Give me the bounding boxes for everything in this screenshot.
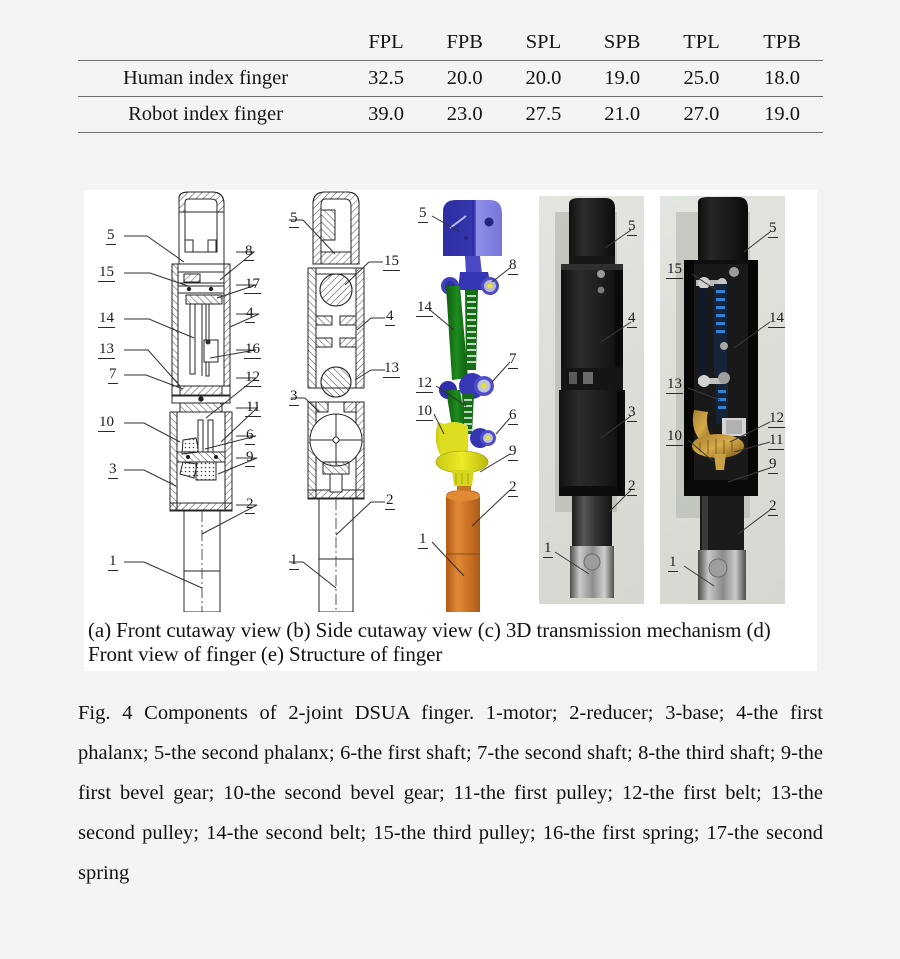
cell-human-spl: 20.0 [504,61,582,97]
callout-a-8: 8 [245,243,253,259]
callout-e-15: 15 [667,261,682,277]
callout-b-13: 13 [384,360,399,376]
cell-human-fpl: 32.5 [347,61,425,97]
callout-a-3: 3 [109,461,117,477]
panel-e-leaders [652,190,793,612]
measurements-table [78,28,823,133]
panel-d-front-view-of-finger [531,190,652,612]
callout-c-8: 8 [509,257,517,273]
table-body [78,61,823,133]
panel-c-3d-transmission-mechanism [410,190,531,612]
callout-b-5: 5 [290,210,298,226]
figure-panels [84,190,817,612]
cell-human-fpb: 20.0 [425,61,504,97]
figure-subcaption: (a) Front cutaway view (b) Side cutaway view (c) 3D transmission mechanism (d) Front view of finger (e) Structure of finger [84,612,817,671]
callout-e-10: 10 [667,428,682,444]
column-header-fpb: FPB [446,31,483,53]
callout-a-4: 4 [246,305,254,321]
callout-c-12: 12 [417,375,432,391]
callout-c-6: 6 [509,407,517,423]
cell-robot-spl: 27.5 [504,97,582,133]
callout-a-7: 7 [109,366,117,382]
callout-a-6: 6 [246,427,254,443]
callout-c-2: 2 [509,479,517,495]
callout-b-1: 1 [290,552,298,568]
column-header-blank [78,28,347,61]
cell-robot-spb: 21.0 [582,97,661,133]
table-header-row [78,28,823,61]
callout-b-3: 3 [290,388,298,404]
figure-caption [78,694,823,894]
callout-d-5: 5 [628,218,636,234]
callout-e-2: 2 [769,498,777,514]
measurements-table-container [78,28,823,133]
callout-d-1: 1 [544,540,552,556]
callout-e-13: 13 [667,376,682,392]
callout-c-5: 5 [419,205,427,221]
callout-e-12: 12 [769,410,784,426]
row-label-robot: Robot index finger [78,97,347,133]
cell-robot-fpb: 23.0 [425,97,504,133]
cell-robot-fpl: 39.0 [347,97,425,133]
callout-e-9: 9 [769,456,777,472]
column-header-spl: SPL [525,31,562,53]
callout-a-12: 12 [245,369,260,385]
callout-a-5: 5 [107,227,115,243]
column-header-tpl: TPL [683,31,720,53]
callout-c-9: 9 [509,443,517,459]
callout-e-14: 14 [769,310,784,326]
callout-d-2: 2 [628,478,636,494]
cell-robot-tpb: 19.0 [741,97,823,133]
callout-c-14: 14 [417,299,432,315]
row-label-human: Human index finger [78,61,347,97]
callout-d-3: 3 [628,404,636,420]
callout-b-15: 15 [384,253,399,269]
column-header-spb: SPB [603,31,641,53]
table-header [78,28,823,61]
callout-a-17: 17 [245,276,260,292]
panel-b-side-cutaway-view [275,190,410,612]
cell-human-spb: 19.0 [582,61,661,97]
callout-a-10: 10 [99,414,114,430]
transmission-3d-render [410,190,531,612]
callout-a-16: 16 [245,341,260,357]
callout-a-1: 1 [109,553,117,569]
panel-e-structure-of-finger [652,190,793,612]
cell-human-tpb: 18.0 [741,61,823,97]
table-row [78,61,823,97]
callout-e-11: 11 [769,432,784,448]
column-header-fpl: FPL [368,31,404,53]
panel-a-front-cutaway-view [84,190,275,612]
table-row [78,97,823,133]
callout-b-4: 4 [386,308,394,324]
callout-c-10: 10 [417,403,432,419]
cell-human-tpl: 25.0 [662,61,741,97]
column-header-tpb: TPB [763,31,801,53]
callout-a-2: 2 [246,496,254,512]
callout-d-4: 4 [628,310,636,326]
figure-4 [84,190,817,671]
callout-a-9: 9 [246,449,254,465]
callout-a-14: 14 [99,310,114,326]
callout-c-1: 1 [419,531,427,547]
callout-a-15: 15 [99,264,114,280]
callout-e-1: 1 [669,554,677,570]
callout-b-2: 2 [386,492,394,508]
callout-a-13: 13 [99,341,114,357]
figure-caption-text: Fig. 4 Components of 2-joint DSUA finger. 1-motor; 2-reducer; 3-base; 4-the first phalanx; 5-the second phalanx; 6-the first shaft; 7-the second shaft; 8-the third shaft; 9-the first bevel gear; 10-the second bevel gear; 11-the first pulley; 12-the first belt; 13-the second pulley; 14-the second belt; 15-the third pulley; 16-the first spring; 17-the second spring [78,702,823,884]
callout-a-11: 11 [246,399,261,415]
callout-e-5: 5 [769,220,777,236]
callout-c-7: 7 [509,351,517,367]
cell-robot-tpl: 27.0 [662,97,741,133]
